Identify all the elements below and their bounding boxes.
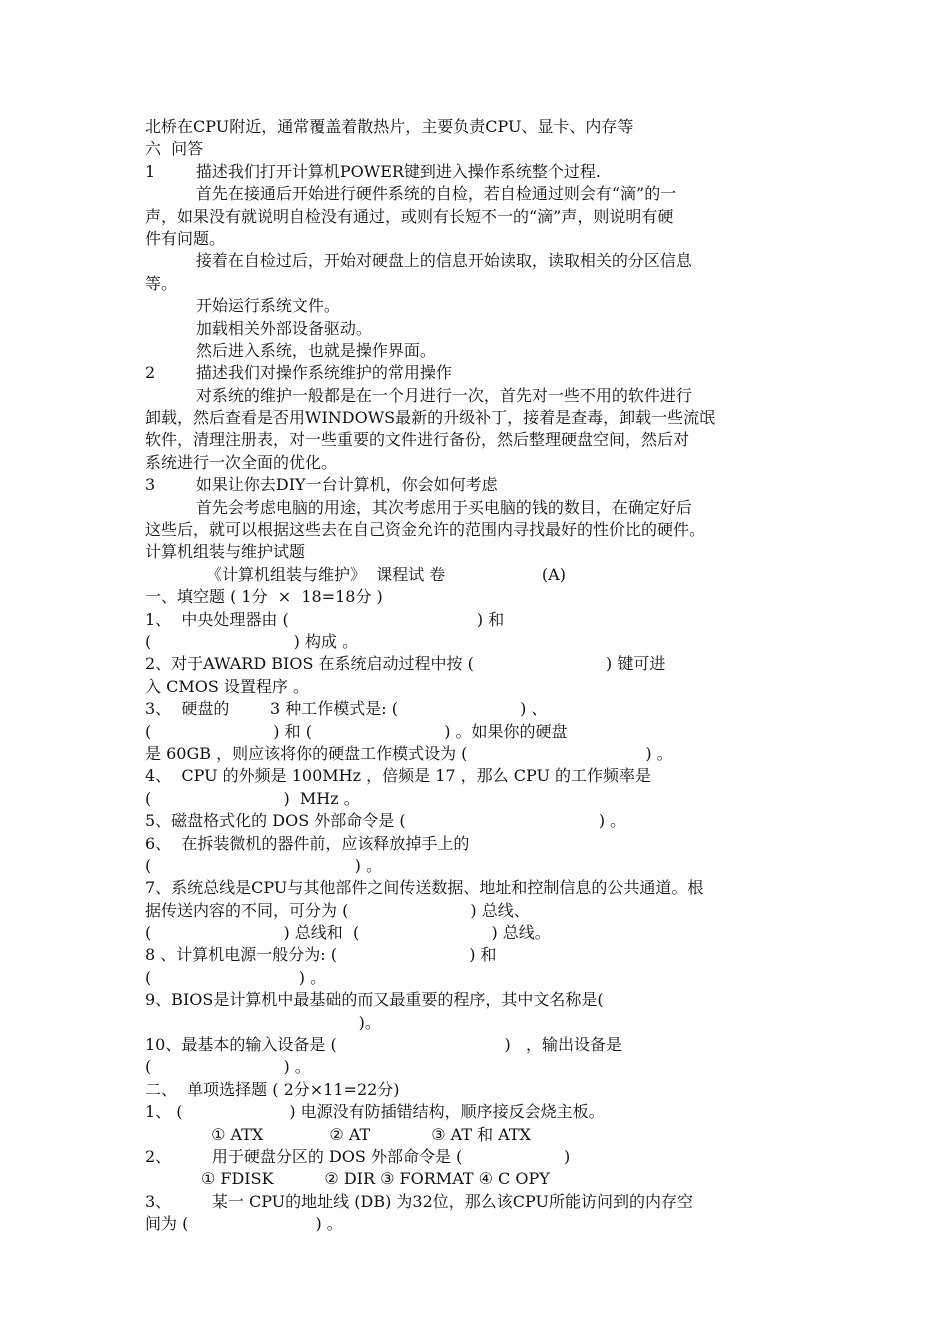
text-line: 卸载，然后查看是否用WINDOWS最新的升级补丁，接着是查毒，卸载一些流氓 — [145, 408, 716, 428]
text-line: 开始运行系统文件。 — [145, 296, 340, 316]
text-line: 然后进入系统，也就是操作界面。 — [145, 340, 436, 360]
question-line: 2 描述我们对操作系统维护的常用操作 — [145, 363, 452, 383]
text-line: ( ) MHz 。 — [145, 788, 360, 808]
text-line: 件有问题。 — [145, 228, 226, 248]
question-line: 2、 用于硬盘分区的 DOS 外部命令是 ( ) — [145, 1146, 571, 1166]
text-line: ( ) 。 — [145, 1057, 311, 1077]
text-line: 等。 — [145, 273, 178, 293]
question-line: 3、 某一 CPU的地址线 (DB) 为32位，那么该CPU所能访问到的内存空 — [145, 1191, 693, 1211]
text-line: 据传送内容的不同，可分为 ( ) 总线、 — [145, 900, 530, 920]
text-line: 间为 ( ) 。 — [145, 1214, 343, 1234]
text-line: 入 CMOS 设置程序 。 — [145, 676, 309, 696]
text-line: 首先会考虑电脑的用途，其次考虑用于买电脑的钱的数目，在确定好后 — [145, 497, 692, 517]
question-line: 1、 ( ) 电源没有防插错结构，顺序接反会烧主板。 — [145, 1102, 605, 1122]
question-line: 1、 中央处理器由 ( ) 和 — [145, 609, 505, 629]
question-line: 3、 硬盘的 3 种工作模式是: ( ) 、 — [145, 699, 548, 719]
document-page — [145, 116, 825, 1236]
answer-options: ① ATX ② AT ③ AT 和 ATX — [145, 1124, 531, 1144]
document-title: 计算机组装与维护试题 — [145, 542, 306, 562]
text-line: 这些后，就可以根据这些去在自己资金允许的范围内寻找最好的性价比的硬件。 — [145, 520, 706, 540]
text-line: ( ) 。 — [145, 855, 383, 875]
text-line: 加载相关外部设备驱动。 — [145, 318, 372, 338]
text-line: 首先在接通后开始进行硬件系统的自检，若自检通过则会有“滴”的一 — [145, 184, 677, 204]
question-line: 3 如果让你去DIY一台计算机，你会如何考虑 — [145, 475, 498, 495]
section-heading: 六 问答 — [145, 139, 204, 159]
text-line: 软件，清理注册表，对一些重要的文件进行备份，然后整理硬盘空间，然后对 — [145, 430, 690, 450]
section-heading: 一、填空题 ( 1分 × 18=18分 ) — [145, 587, 383, 607]
question-line: 8 、计算机电源一般分为: ( ) 和 — [145, 945, 497, 965]
question-line: 5、磁盘格式化的 DOS 外部命令是 ( ) 。 — [145, 811, 627, 831]
text-line: ( ) 构成 。 — [145, 631, 359, 651]
question-line: 1 描述我们打开计算机POWER键到进入操作系统整个过程. — [145, 161, 602, 181]
text-line: 声，如果没有就说明自检没有通过，或则有长短不一的“滴”声，则说明有硬 — [145, 206, 674, 226]
exam-title: 《计算机组装与维护》 课程试 卷 (A) — [145, 564, 566, 584]
question-line: 9、BIOS是计算机中最基础的而又最重要的程序，其中文名称是( — [145, 990, 604, 1010]
question-line: 10、最基本的输入设备是 ( ) ，输出设备是 — [145, 1035, 623, 1055]
text-line: )。 — [145, 1012, 381, 1032]
question-line: 7、系统总线是CPU与其他部件之间传送数据、地址和控制信息的公共通道。根 — [145, 878, 704, 898]
answer-options: ① FDISK ② DIR ③ FORMAT ④ C OPY — [145, 1169, 550, 1189]
text-line: ( ) 。 — [145, 967, 327, 987]
text-line: 是 60GB ，则应该将你的硬盘工作模式设为 ( ) 。 — [145, 743, 673, 763]
text-line: ( ) 和 ( ) 。如果你的硬盘 — [145, 721, 568, 741]
section-heading: 二、 单项选择题 ( 2分×11=22分) — [145, 1079, 400, 1099]
question-line: 2、对于AWARD BIOS 在系统启动过程中按 ( ) 键可进 — [145, 654, 666, 674]
question-line: 4、 CPU 的外频是 100MHz ，倍频是 17 ，那么 CPU 的工作频率是 — [145, 766, 652, 786]
text-line: 对系统的维护一般都是在一个月进行一次，首先对一些不用的软件进行 — [145, 385, 692, 405]
text-line: 接着在自检过后，开始对硬盘上的信息开始读取，读取相关的分区信息 — [145, 251, 692, 271]
text-line: 北桥在CPU附近，通常覆盖着散热片，主要负责CPU、显卡、内存等 — [145, 117, 634, 136]
text-line: 系统进行一次全面的优化。 — [145, 452, 338, 472]
text-line: ( ) 总线和 ( ) 总线。 — [145, 923, 551, 943]
question-line: 6、 在拆装微机的器件前，应该释放掉手上的 — [145, 833, 470, 853]
